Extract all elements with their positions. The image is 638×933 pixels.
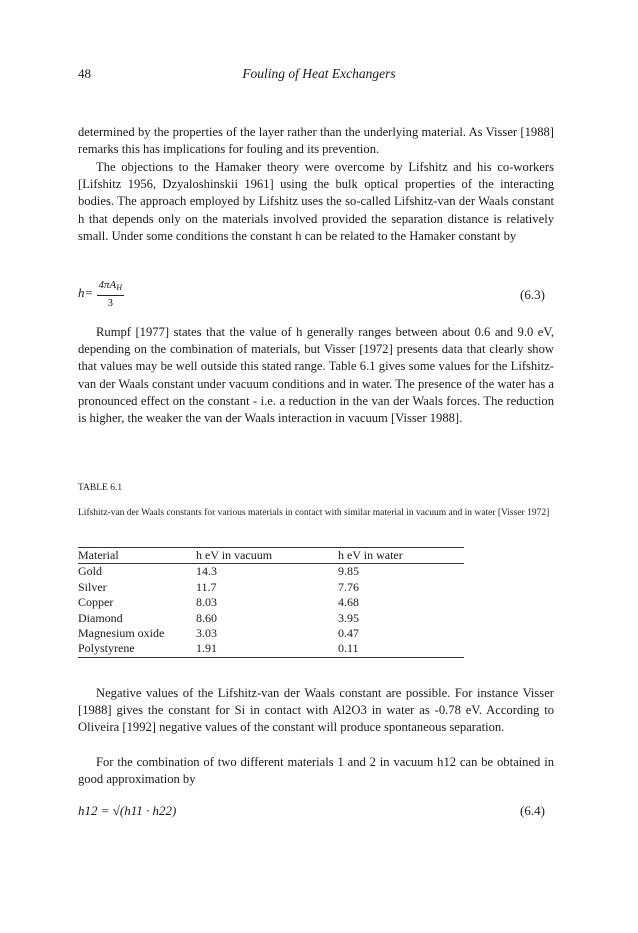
table-caption: Lifshitz-van der Waals constants for various materials in contact with similar material in vacuum and in water [Visser 1972] bbox=[78, 508, 550, 518]
cell-vacuum: 8.03 bbox=[196, 595, 217, 610]
table-row bbox=[78, 611, 464, 626]
equation-6-3-number: (6.3) bbox=[520, 287, 545, 302]
table-header-row bbox=[78, 548, 464, 564]
equation-6-3-denominator: 3 bbox=[107, 297, 114, 309]
cell-material: Gold bbox=[78, 564, 102, 579]
cell-material: Silver bbox=[78, 579, 107, 594]
equation-6-3-lhs: h= bbox=[78, 284, 94, 300]
table-6-1 bbox=[78, 547, 464, 658]
page-number: 48 bbox=[78, 66, 91, 81]
table-row bbox=[78, 580, 464, 595]
cell-vacuum: 11.7 bbox=[196, 579, 217, 594]
equation-6-3-fraction bbox=[97, 278, 125, 310]
table-row bbox=[78, 595, 464, 610]
paragraph-5: For the combination of two different materials 1 and 2 in vacuum h12 can be obtained in good approximation by bbox=[78, 755, 554, 787]
equation-6-4-number: (6.4) bbox=[520, 803, 545, 818]
header-material: Material bbox=[78, 548, 196, 564]
cell-water: 3.95 bbox=[338, 610, 359, 625]
cell-water: 0.47 bbox=[338, 626, 359, 641]
header-vacuum: h eV in vacuum bbox=[196, 548, 338, 564]
cell-material: Polystyrene bbox=[78, 641, 196, 657]
table-row bbox=[78, 626, 464, 641]
cell-material: Diamond bbox=[78, 610, 123, 625]
cell-water: 7.76 bbox=[338, 579, 359, 594]
running-title: Fouling of Heat Exchangers bbox=[242, 66, 396, 81]
equation-6-3-subscript: H bbox=[116, 283, 123, 292]
cell-vacuum: 1.91 bbox=[196, 641, 338, 657]
header-water: h eV in water bbox=[338, 548, 464, 564]
paragraph-4: Negative values of the Lifshitz-van der Waals constant are possible. For instance Visser [1988] gives the constant for Si in contact with Al2O3 in water as -0.78 eV. According to Oliveira [1992] negative values of the constant will produce spontaneous separation. bbox=[78, 686, 554, 735]
paragraph-1: determined by the properties of the layer rather than the underlying material. As Visser [1988] remarks this has implications for fouling and its prevention. bbox=[78, 125, 554, 157]
equation-6-3 bbox=[78, 278, 124, 310]
paragraph-3: Rumpf [1977] states that the value of h generally ranges between about 0.6 and 9.0 eV, depending on the combination of materials, but Visser [1972] presents data that clearly show that values may be well outside this stated range. Table 6.1 gives some values for the Lifshitz-van der Waals constant under vacuum conditions and in water. The presence of the water has a pronounced effect on the constant - i.e. a reduction in the van der Waals forces. The reduction is higher, the weaker the van der Waals interaction in vacuum [Visser 1988]. bbox=[78, 325, 554, 426]
table-row bbox=[78, 641, 464, 657]
cell-water: 9.85 bbox=[338, 564, 359, 579]
paragraph-2: The objections to the Hamaker theory were overcome by Lifshitz and his co-workers [Lifshitz 1956, Dzyaloshinskii 1961] using the bulk optical properties of the interacting bodies. The approach employed by Lifshitz uses the so-called Lifshitz-van der Waals constant h that depends only on the materials involved provided the separation distance is relatively small. Under some conditions the constant h can be related to the Hamaker constant by bbox=[78, 160, 554, 243]
cell-vacuum: 3.03 bbox=[196, 626, 217, 641]
equation-6-3-numerator: 4πA bbox=[98, 279, 117, 291]
cell-material: Copper bbox=[78, 595, 114, 610]
table-label: TABLE 6.1 bbox=[78, 483, 123, 493]
cell-water: 0.11 bbox=[338, 641, 464, 657]
cell-vacuum: 8.60 bbox=[196, 610, 217, 625]
equation-6-4: h12 = √(h11 · h22) bbox=[78, 803, 177, 818]
cell-water: 4.68 bbox=[338, 595, 359, 610]
cell-material: Magnesium oxide bbox=[78, 626, 165, 641]
cell-vacuum: 14.3 bbox=[196, 564, 217, 579]
table-row bbox=[78, 564, 464, 580]
